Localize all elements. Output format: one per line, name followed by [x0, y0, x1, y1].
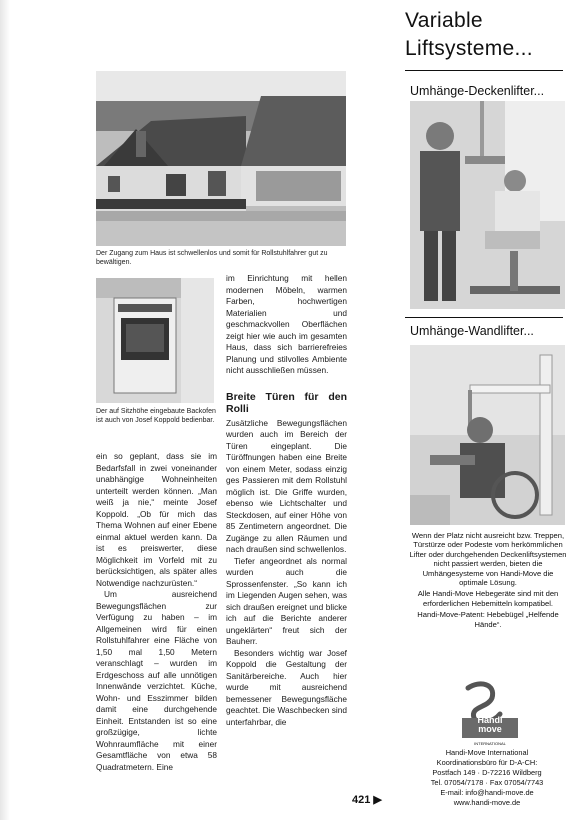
contact-office: Koordinationsbüro für D-A-CH: [436, 758, 538, 767]
arrow-right-icon: ▶ [373, 794, 382, 806]
ad-paragraph: Handi-Move-Patent: Hebebügel „Helfende Hände“. [417, 610, 559, 629]
ad-contact-block [402, 748, 572, 808]
house-photo [96, 71, 346, 246]
ad-title-line1: Variable [405, 9, 483, 32]
ad-body-text [408, 531, 568, 631]
ad-divider [405, 317, 563, 318]
contact-email[interactable]: E-mail: info@handi-move.de [440, 788, 534, 797]
article-column-left [96, 451, 217, 773]
article-paragraph: im Einrichtung mit hellen modernen Möbeln, warmen Farben, hochwertigen Materialien und geschmackvollen Oberflächen zeigt hier wie auch im gesamten Haus, dass sich barrierefreies Planung und stilvolles Ambiente nicht ausschließen müssen. [226, 273, 347, 375]
wall-lift-photo [410, 345, 565, 525]
logo-wordmark: Handi move [477, 715, 503, 734]
article-paragraph: ein so geplant, dass sie im Bedarfsfall in zwei voneinander unabhängige Wohneinheiten unterteilt werden können. „Man weiß ja nie,“ meinte Josef Koppold. „Ob für mich das Thema Wohnen auf einer Ebene einmal aktuel werden kann. Da ist es preiswerter, diese Möglichkeit im Vorfeld mit zu berücksichtigen, als später alles Notwendige nachzurüsten.“ [96, 451, 217, 588]
page-number: 421 ▶ [352, 794, 382, 806]
contact-company: Handi-Move International [445, 748, 529, 757]
oven-photo [96, 278, 214, 403]
article-paragraph: Besonders wichtig war Josef Koppold die Gestaltung der Sanitärbereiche. Auch hier wurde mit ausreichend bemessener Bewegungsfläche geachtet. Die Waschbecken sind unterfahrbar, die [226, 647, 347, 727]
article-paragraph: Um ausreichend Bewegungsflächen zur Verfügung zu haben – im Allgemeinen wird für einen Rollstuhlfahrer eine Fläche von 1,50 mal 1,50 Metern veranschlagt – wurden im Erdgeschoss auf alle unnötigen Innenwände verzichtet. Küche, Wohn- und Esszimmer bilden damit eine durchgehende Einheit. Entstanden ist so eine großzügige, lichte Wohnraumfläche mit einer Gesamtfläche von etwa 58 Quadratmetern. Eine [96, 589, 217, 772]
ceiling-lift-photo [410, 101, 565, 309]
article-column-right [226, 273, 347, 728]
ad-subtitle-ceiling-lift: Umhänge-Deckenlifter... [410, 84, 545, 98]
ad-paragraph: Wenn der Platz nicht ausreicht bzw. Treppen, Türstürze oder Podeste vom herkömmlichen Lifter oder durchgehenden Deckenliftsystemen nicht passiert werden, bieten die Umhängesysteme von Handi-Move die optimale Lösung. [409, 531, 567, 588]
ad-title-line2: Liftsysteme... [405, 37, 533, 60]
ad-subtitle-wall-lift: Umhänge-Wandlifter... [410, 324, 534, 338]
ad-divider [405, 70, 563, 71]
article-paragraph: Tiefer angeordnet als normal wurden auch die Sprossenfenster. „So kann ich im Liegenden Augen sehen, was sich draußen ereignet und blicke ich auf die Berichte anderer ungeklärten“ freut sich der Bauherr. [226, 555, 347, 646]
oven-photo-caption: Der auf Sitzhöhe eingebaute Backofen ist auch von Josef Koppold bedienbar. [96, 408, 216, 424]
contact-phone-fax: Tel. 07054/7178 · Fax 07054/7743 [430, 778, 544, 787]
logo-tagline: INTERNATIONAL [474, 741, 506, 746]
contact-address: Postfach 149 · D-72216 Wildberg [432, 768, 542, 777]
page-gutter-shadow [0, 0, 10, 820]
ad-paragraph: Alle Handi-Move Hebegeräte sind mit den erforderlichen Hebemitteln kompatibel. [417, 589, 559, 608]
article-paragraph: Zusätzliche Bewegungsflächen wurden auch im Bereich der Türen eingeplant. Die Türöffnungen haben eine Breite von einem Meter, sodass einzig ges Passieren mit dem Rollstuhl möglich ist. Die Griffe wurden, ebenso wie Lichtschalter und Steckdosen, auf einer Höhe von 85 Zentimetern angeordnet. Die Zugänge zu allen Räumen und nach draußen sind schwellenlos. [226, 417, 347, 554]
article-subheading: Breite Türen für den Rolli [226, 390, 347, 415]
house-photo-caption: Der Zugang zum Haus ist schwellenlos und somit für Rollstuhlfahrer gut zu bewältigen. [96, 250, 328, 266]
handi-move-logo [460, 680, 520, 746]
contact-website[interactable]: www.handi-move.de [453, 798, 521, 807]
